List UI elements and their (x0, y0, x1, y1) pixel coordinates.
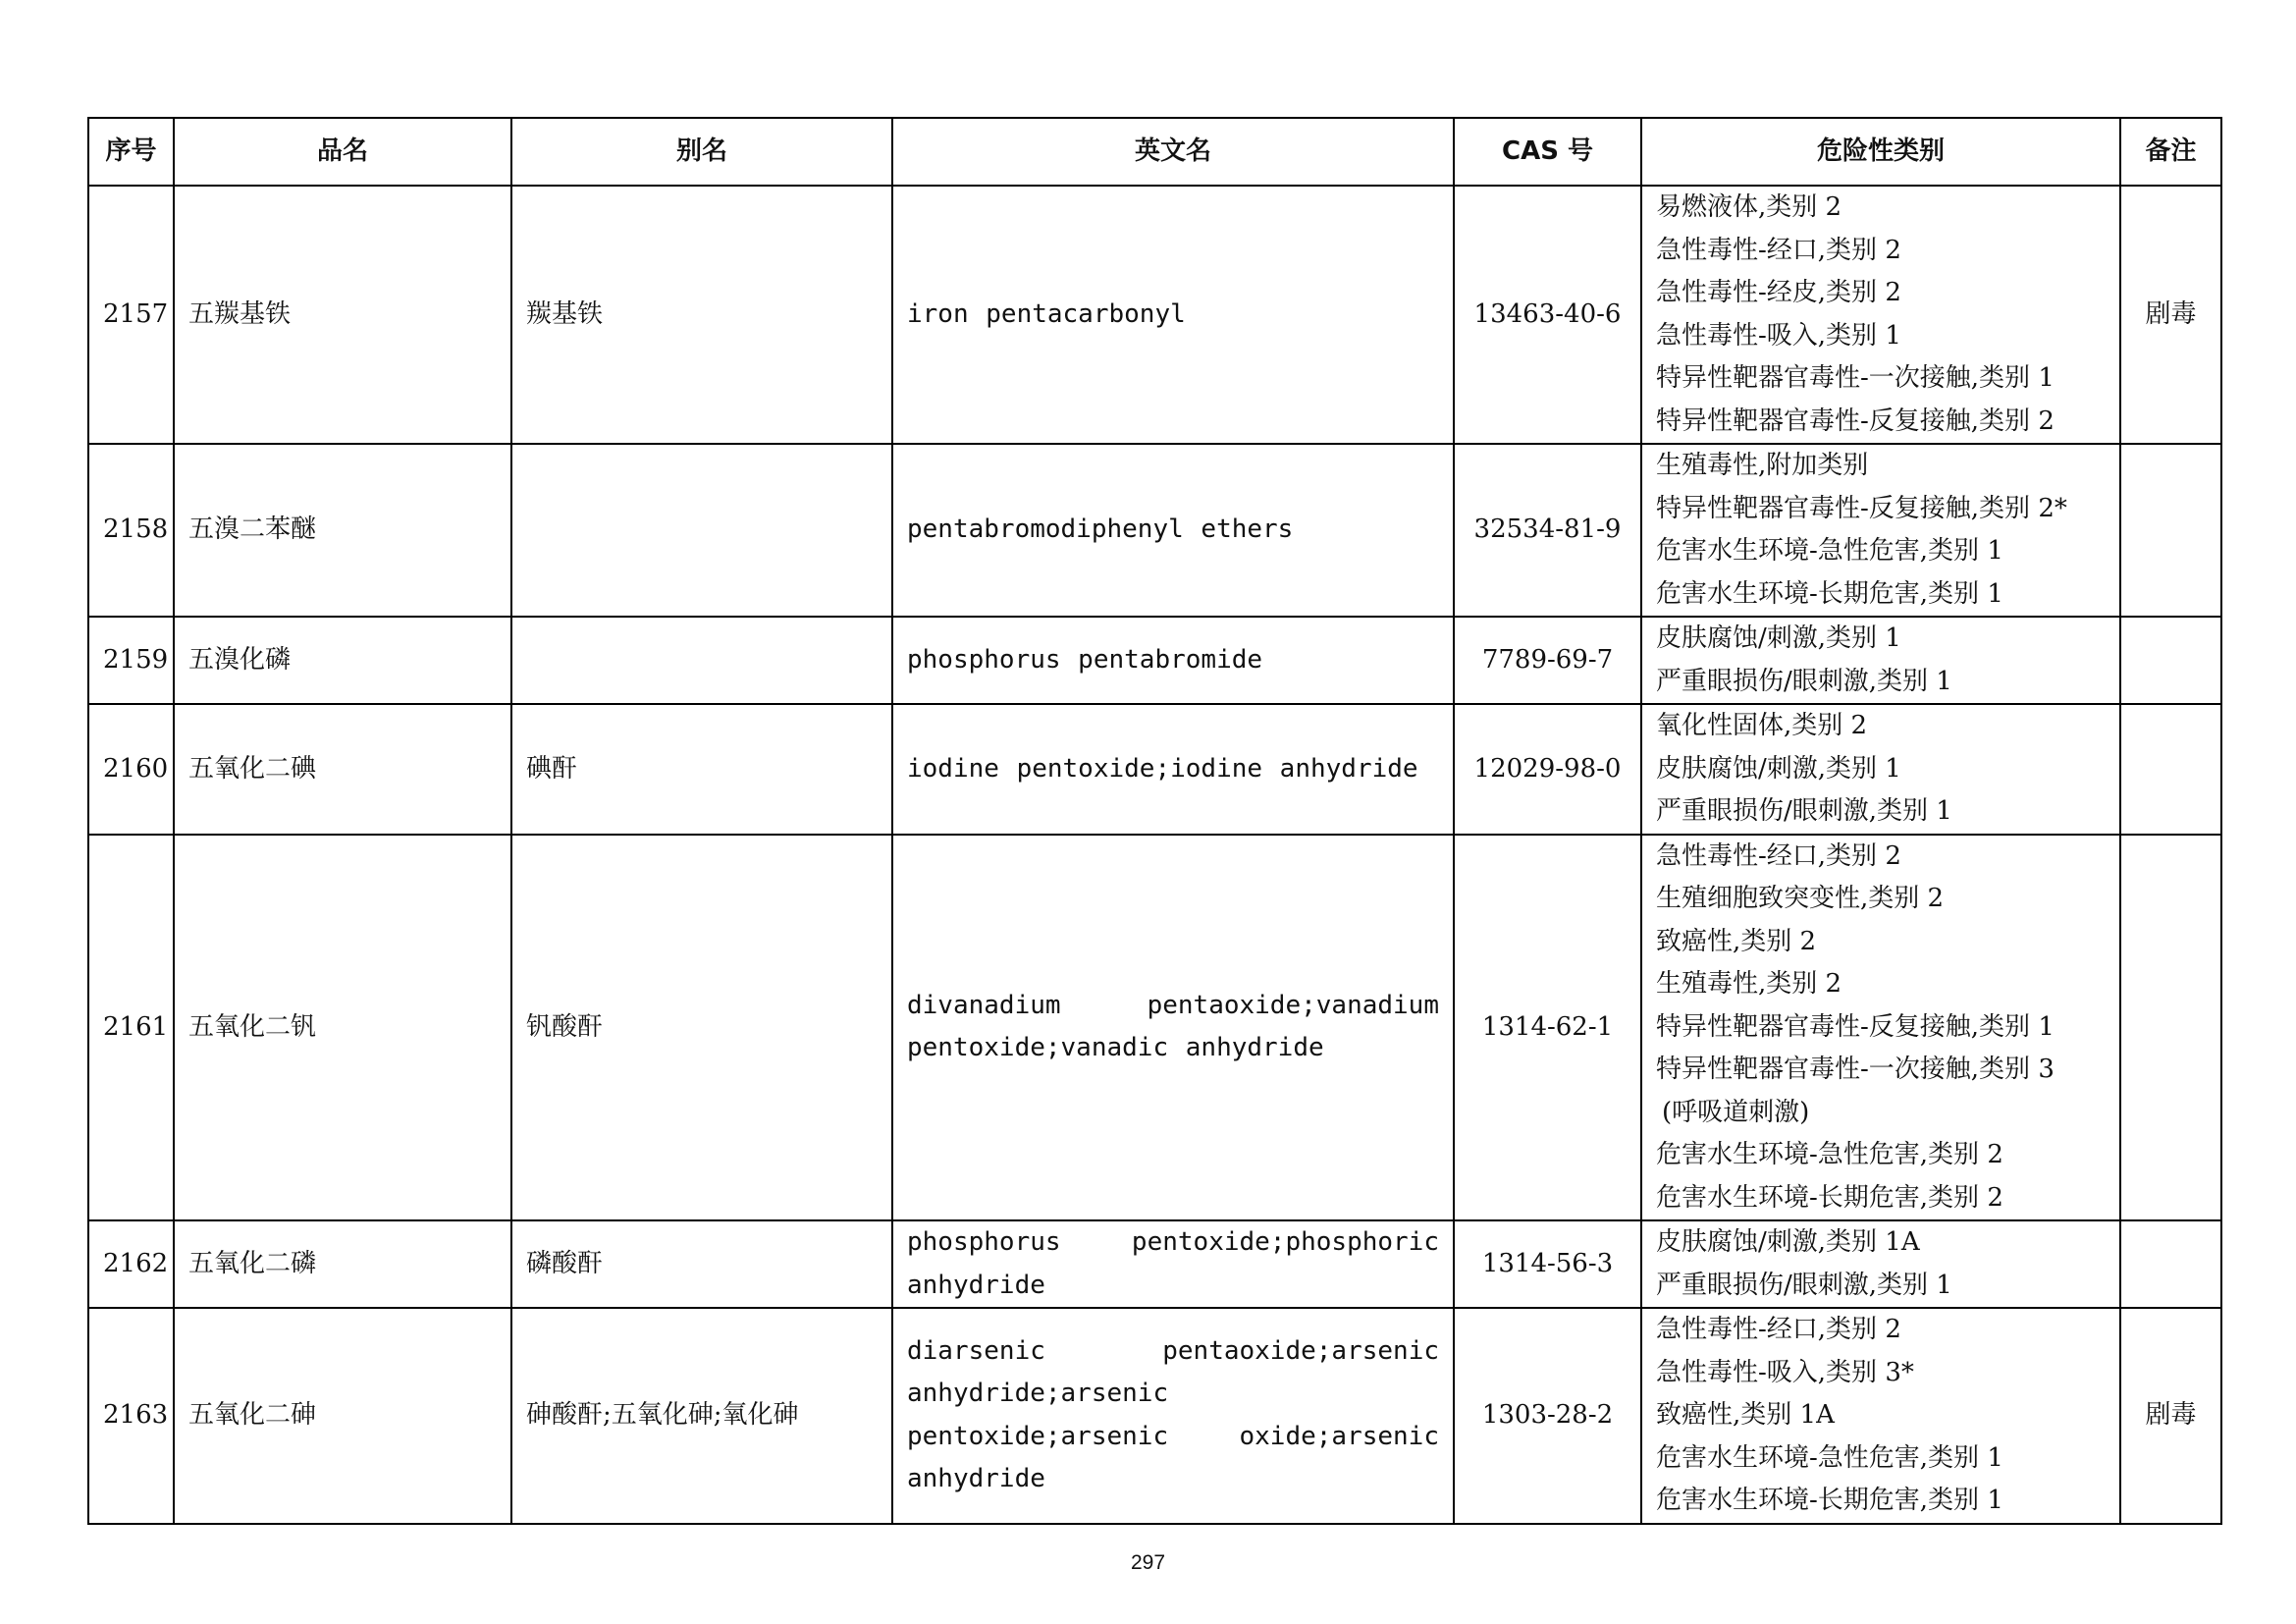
hazard-line: 氧化性固体,类别 2 (1656, 711, 1868, 740)
hazard-line: (呼吸道刺激) (1662, 1097, 1810, 1127)
hazard-line: 特异性靶器官毒性-一次接触,类别 1 (1656, 363, 2055, 393)
table-row (88, 1220, 2221, 1308)
hazard-line: 急性毒性-经口,类别 2 (1656, 840, 1901, 871)
alias-cell: 砷酸酐;五氧化砷;氧化砷 (511, 1308, 892, 1524)
hazard-line: 急性毒性-经口,类别 2 (1656, 1315, 1901, 1344)
remarks-cell (2120, 617, 2221, 704)
hazard-line: 特异性靶器官毒性-反复接触,类别 2* (1656, 493, 2067, 523)
serial-number-cell: 2158 (88, 444, 174, 617)
hazard-line: 生殖毒性,附加类别 (1656, 451, 1869, 480)
hazard-line: 严重眼损伤/眼刺激,类别 1 (1656, 796, 1952, 826)
hazard-line: 特异性靶器官毒性-反复接触,类别 1 (1656, 1011, 2055, 1042)
alias-cell: 磷酸酐 (511, 1220, 892, 1308)
table-row (88, 704, 2221, 835)
header-remarks: 备注 (2120, 118, 2221, 186)
serial-number-cell: 2161 (88, 835, 174, 1221)
alias-cell: 羰基铁 (511, 186, 892, 444)
hazard-line: 急性毒性-经口,类别 2 (1656, 235, 1901, 265)
product-name-cell: 五氧化二砷 (174, 1308, 511, 1524)
hazard-line: 危害水生环境-长期危害,类别 2 (1656, 1182, 2003, 1213)
product-name-cell: 五羰基铁 (174, 186, 511, 444)
product-name-cell: 五溴二苯醚 (174, 444, 511, 617)
serial-number-cell: 2163 (88, 1308, 174, 1524)
table-row (88, 617, 2221, 704)
header-alias: 别名 (511, 118, 892, 186)
english-name-cell: iron pentacarbonyl (892, 186, 1454, 444)
hazard-class-cell (1641, 444, 2120, 617)
header-row (88, 118, 2221, 186)
table-row (88, 186, 2221, 444)
remarks-cell (2120, 444, 2221, 617)
hazard-line: 严重眼损伤/眼刺激,类别 1 (1656, 666, 1952, 696)
english-name-cell: phosphorus pentabromide (892, 617, 1454, 704)
hazard-class-cell (1641, 1308, 2120, 1524)
hazard-line: 危害水生环境-长期危害,类别 1 (1656, 1486, 2003, 1515)
english-name-cell: phosphorus pentoxide;phosphoric anhydride (892, 1220, 1454, 1308)
hazard-class-cell (1641, 1220, 2120, 1308)
page-number: 297 (1130, 1551, 1166, 1574)
cas-number-cell: 13463-40-6 (1454, 186, 1641, 444)
hazard-line: 皮肤腐蚀/刺激,类别 1A (1656, 1227, 1920, 1257)
hazard-line: 危害水生环境-长期危害,类别 1 (1656, 578, 2003, 609)
serial-number-cell: 2159 (88, 617, 174, 704)
remarks-cell: 剧毒 (2120, 186, 2221, 444)
header-english-name: 英文名 (892, 118, 1454, 186)
remarks-cell (2120, 835, 2221, 1221)
hazard-line: 皮肤腐蚀/刺激,类别 1 (1656, 623, 1901, 653)
cas-number-cell: 1303-28-2 (1454, 1308, 1641, 1524)
cas-number-cell: 12029-98-0 (1454, 704, 1641, 835)
cas-number-cell: 7789-69-7 (1454, 617, 1641, 704)
hazard-line: 危害水生环境-急性危害,类别 2 (1656, 1140, 2003, 1169)
alias-cell (511, 444, 892, 617)
serial-number-cell: 2162 (88, 1220, 174, 1308)
header-product-name: 品名 (174, 118, 511, 186)
hazard-line: 急性毒性-吸入,类别 1 (1656, 320, 1901, 351)
hazard-line: 急性毒性-吸入,类别 3* (1656, 1357, 1914, 1387)
english-name-cell: divanadium pentaoxide;vanadium pentoxide;vanadic anhydride (892, 835, 1454, 1221)
cas-number-cell: 1314-62-1 (1454, 835, 1641, 1221)
alias-cell: 碘酐 (511, 704, 892, 835)
table-row (88, 835, 2221, 1221)
hazard-line: 急性毒性-经皮,类别 2 (1656, 278, 1901, 307)
hazard-class-cell (1641, 186, 2120, 444)
hazard-line: 皮肤腐蚀/刺激,类别 1 (1656, 753, 1901, 784)
hazard-line: 特异性靶器官毒性-反复接触,类别 2 (1656, 406, 2055, 436)
hazard-line: 生殖细胞致突变性,类别 2 (1656, 884, 1945, 913)
hazard-line: 致癌性,类别 1A (1656, 1400, 1835, 1430)
hazard-line: 危害水生环境-急性危害,类别 1 (1656, 536, 2003, 566)
english-name-cell: iodine pentoxide;iodine anhydride (892, 704, 1454, 835)
product-name-cell: 五溴化磷 (174, 617, 511, 704)
product-name-cell: 五氧化二磷 (174, 1220, 511, 1308)
product-name-cell: 五氧化二碘 (174, 704, 511, 835)
english-name-cell: diarsenic pentaoxide;arsenic anhydride;arsenic pentoxide;arsenic oxide;arsenic anhydride (892, 1308, 1454, 1524)
hazard-class-cell (1641, 617, 2120, 704)
table-row (88, 1308, 2221, 1524)
hazard-line: 特异性靶器官毒性-一次接触,类别 3 (1656, 1055, 2055, 1084)
header-hazard-class: 危险性类别 (1641, 118, 2120, 186)
hazard-line: 严重眼损伤/眼刺激,类别 1 (1656, 1270, 1952, 1300)
hazard-line: 致癌性,类别 2 (1656, 926, 1817, 956)
remarks-cell (2120, 704, 2221, 835)
hazard-line: 易燃液体,类别 2 (1656, 192, 1842, 222)
remarks-cell (2120, 1220, 2221, 1308)
serial-number-cell: 2157 (88, 186, 174, 444)
product-name-cell: 五氧化二钒 (174, 835, 511, 1221)
english-name-cell: pentabromodiphenyl ethers (892, 444, 1454, 617)
alias-cell: 钒酸酐 (511, 835, 892, 1221)
cas-number-cell: 32534-81-9 (1454, 444, 1641, 617)
alias-cell (511, 617, 892, 704)
remarks-cell: 剧毒 (2120, 1308, 2221, 1524)
header-cas-number: CAS 号 (1454, 118, 1641, 186)
header-serial-number: 序号 (88, 118, 174, 186)
hazard-line: 危害水生环境-急性危害,类别 1 (1656, 1442, 2003, 1473)
cas-number-cell: 1314-56-3 (1454, 1220, 1641, 1308)
table-row (88, 444, 2221, 617)
serial-number-cell: 2160 (88, 704, 174, 835)
hazard-line: 生殖毒性,类别 2 (1656, 969, 1842, 999)
hazard-class-cell (1641, 704, 2120, 835)
hazardous-chemicals-table (87, 117, 2222, 1525)
hazard-class-cell (1641, 835, 2120, 1221)
